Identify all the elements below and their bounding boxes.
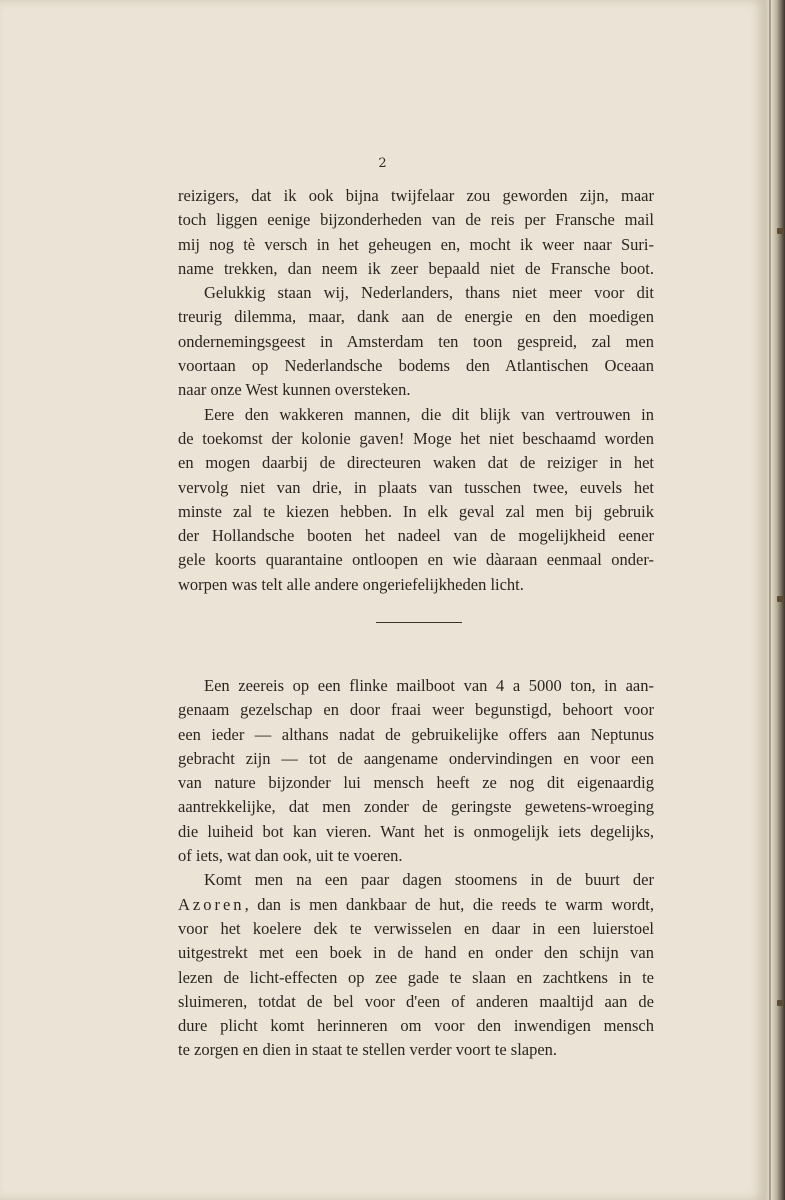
text-line: worpen was telt alle andere ongeriefelijkheden licht. [178,574,524,594]
text-line: voortaan op Nederlandsche bodems den Atlantischen Oceaan [178,356,654,376]
page-number: 2 [378,156,387,171]
text-line: of iets, wat dan ook, uit te voeren. [178,846,403,866]
text-line: van nature bijzonder lui mensch heeft ze nog dit eigenaardig [178,773,654,793]
text-line: toch liggen eenige bijzonderheden van de reis per Fransche mail [178,210,654,230]
text-line: Komt men na een paar dagen stoomens in de buurt der [204,870,654,890]
section-divider [376,622,462,623]
text-line: der Hollandsche booten het nadeel van de mogelijkheid eener [178,526,654,546]
spaced-word: Azoren [178,894,245,914]
text-line: gebracht zijn — tot de aangename ondervindingen en voor een [178,748,654,768]
text-line: genaam gezelschap en door fraai weer begunstigd, behoort voor [178,700,654,720]
text-line: gele koorts quarantaine ontloopen en wie dàaraan eenmaal onder- [178,550,654,570]
text-line: te zorgen en dien in staat te stellen verder voort te slapen. [178,1040,558,1060]
text-line: vervolg niet van drie, in plaats van tusschen twee, euvels het [178,477,654,497]
binding-mark [777,228,783,234]
text-line: aantrekkelijke, dat men zonder de geringste gewetens-wroeging [178,797,654,817]
binding-mark [777,596,783,602]
text-line: Eere den wakkeren mannen, die dit blijk van vertrouwen in [204,404,654,424]
text-line: voor het koelere dek te verwisselen en daar in een luierstoel [178,918,654,938]
text-line: een ieder — althans nadat de gebruikelijke offers aan Neptunus [178,724,654,744]
text-line: sluimeren, totdat de bel voor d'een of anderen maaltijd aan de [178,991,654,1011]
text-line: minste zal te kiezen hebben. In elk geval zal men bij gebruik [178,501,654,521]
text-line: ondernemingsgeest in Amsterdam ten toon gespreid, zal men [178,331,654,351]
text-line: naar onze West kunnen oversteken. [178,380,411,400]
spine-edge [769,0,771,1200]
text-line: uitgestrekt met een boek in de hand en onder den schijn van [178,943,654,963]
book-spine [765,0,785,1200]
text-line-rest: , dan is men dankbaar de hut, die reeds te warm wordt, [244,894,654,914]
text-line: de toekomst der kolonie gaven! Moge het niet beschaamd worden [178,428,654,448]
text-line: mij nog tè versch in het geheugen en, mocht ik weer naar Suri- [178,234,654,254]
text-line: lezen de licht-effecten op zee gade te slaan en zachtkens in te [178,967,654,987]
text-line: dure plicht komt herinneren om voor den inwendigen mensch [178,1016,654,1036]
binding-mark [777,1000,783,1006]
text-block-1 [178,184,654,597]
text-line: die luiheid bot kan vieren. Want het is onmogelijk iets degelijks, [178,821,654,841]
text-line: en mogen daarbij de directeuren waken dat de reiziger in het [178,453,654,473]
text-line: Een zeereis op een flinke mailboot van 4 a 5000 ton, in aan- [204,676,654,695]
text-line-azoren [178,893,654,917]
text-line: treurig dilemma, maar, dank aan de energie en den moedigen [178,307,654,327]
text-line: name trekken, dan neem ik zeer bepaald niet de Fransche boot. [178,258,654,278]
text-line: Gelukkig staan wij, Nederlanders, thans niet meer voor dit [204,283,654,303]
text-line: reizigers, dat ik ook bijna twijfelaar zou geworden zijn, maar [178,186,654,205]
text-block-2 [178,674,654,1063]
